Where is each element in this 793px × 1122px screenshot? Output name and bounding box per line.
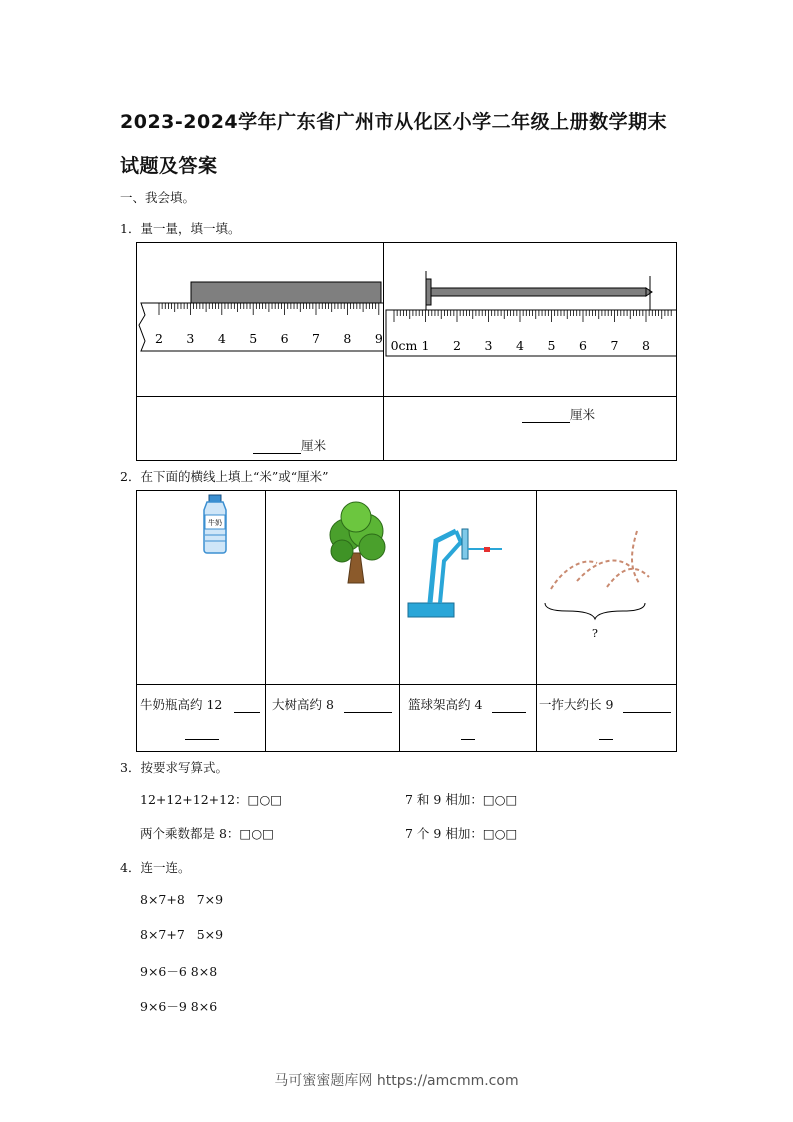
unit-label: 厘米: [301, 438, 327, 453]
match-item: 8×7+8 7×9: [140, 892, 224, 907]
question-1-label: 1．量一量，填一填。: [120, 221, 241, 236]
bottle-answer-cell: [137, 685, 266, 752]
ruler-tick-label: 5: [249, 331, 258, 346]
match-item: 9×6－6 8×8: [140, 964, 218, 979]
answer-blank[interactable]: [522, 410, 570, 423]
ruler-tick-label: 6: [280, 331, 289, 346]
hoop-answer-cell: [400, 685, 537, 752]
ruler-tick-label: 6: [579, 338, 587, 353]
question-3-label: 3．按要求写算式。: [120, 760, 228, 775]
hoop-cell: [400, 491, 537, 685]
hand-span-image: [537, 491, 676, 681]
match-item: 8×7+7 5×9: [140, 927, 224, 942]
answer-blank[interactable]: [253, 441, 301, 454]
footer-watermark: 马可蜜蜜题库网 https://amcmm.com: [274, 1073, 519, 1089]
answer-cell-right: [384, 397, 677, 461]
ruler-right: [386, 310, 676, 356]
question-4-label: 4．连一连。: [120, 860, 191, 875]
ruler-tick-label: 3: [484, 338, 493, 353]
tree-image: [266, 491, 399, 681]
tree-answer-cell: [266, 685, 400, 752]
bottle-cell: [137, 491, 266, 685]
equation-item: 12+12+12+12：□○□: [140, 792, 283, 807]
equation-item: 两个乘数都是 8：□○□: [140, 826, 274, 841]
question-2-table: [136, 490, 677, 752]
equation-item: 7 个 9 相加：□○□: [405, 826, 518, 841]
ruler-right-cell: [384, 243, 677, 397]
answer-blank[interactable]: [623, 700, 671, 713]
ruler-tick-label: 9: [374, 331, 383, 346]
ruler-left-cell: [137, 243, 384, 397]
section-heading: 一、我会填。: [120, 190, 196, 205]
answer-cell-left: [137, 397, 384, 461]
item-text: 牛奶瓶高约 12: [140, 697, 223, 712]
answer-blank[interactable]: [461, 727, 475, 740]
ruler-left: [139, 303, 383, 351]
item-text: 大树高约 8: [272, 697, 334, 712]
bottle-image: [137, 491, 265, 681]
question-2-label: 2．在下面的横线上填上“米”或“厘米”: [120, 469, 329, 484]
item-text: 一拃大约长 9: [539, 697, 614, 712]
item-text: 篮球架高约 4: [408, 697, 483, 712]
ruler-tick-label: 8: [343, 331, 352, 346]
ruler-tick-label: 7: [312, 331, 320, 346]
measured-bar: [191, 282, 381, 303]
tree-cell: [266, 491, 400, 685]
answer-blank[interactable]: [492, 700, 526, 713]
equation-item: 7 和 9 相加：□○□: [405, 792, 518, 807]
hand-span-cell: [537, 491, 677, 685]
ruler-tick-label: 5: [547, 338, 556, 353]
ruler-right-figure: [384, 243, 676, 393]
ruler-tick-label: 4: [516, 338, 524, 353]
ruler-tick-label: 3: [186, 331, 195, 346]
measured-nail: [426, 279, 652, 305]
bottle-label: 牛奶: [208, 519, 222, 527]
ruler-left-figure: [137, 243, 383, 393]
ruler-tick-label: 1: [421, 338, 430, 353]
basketball-hoop-image: [400, 491, 536, 681]
ruler-tick-label: 2: [155, 331, 163, 346]
match-item: 9×6－9 8×6: [140, 999, 218, 1014]
ruler-tick-label: 4: [217, 331, 226, 346]
answer-blank[interactable]: [185, 727, 219, 740]
answer-blank[interactable]: [599, 727, 613, 740]
ruler-tick-label: 8: [642, 338, 650, 353]
answer-blank[interactable]: [344, 700, 392, 713]
question-1-table: [136, 242, 677, 461]
ruler-tick-label: 7: [610, 338, 619, 353]
page-title: 2023-2024学年广东省广州市从化区小学二年级上册数学期末试题及答案: [120, 111, 668, 177]
answer-blank[interactable]: [234, 700, 260, 713]
ruler-tick-label: 2: [453, 338, 461, 353]
question-mark: ?: [592, 627, 598, 640]
ruler-tick-label: 0cm: [390, 338, 418, 353]
unit-label: 厘米: [570, 407, 596, 422]
hand-answer-cell: [537, 685, 677, 752]
